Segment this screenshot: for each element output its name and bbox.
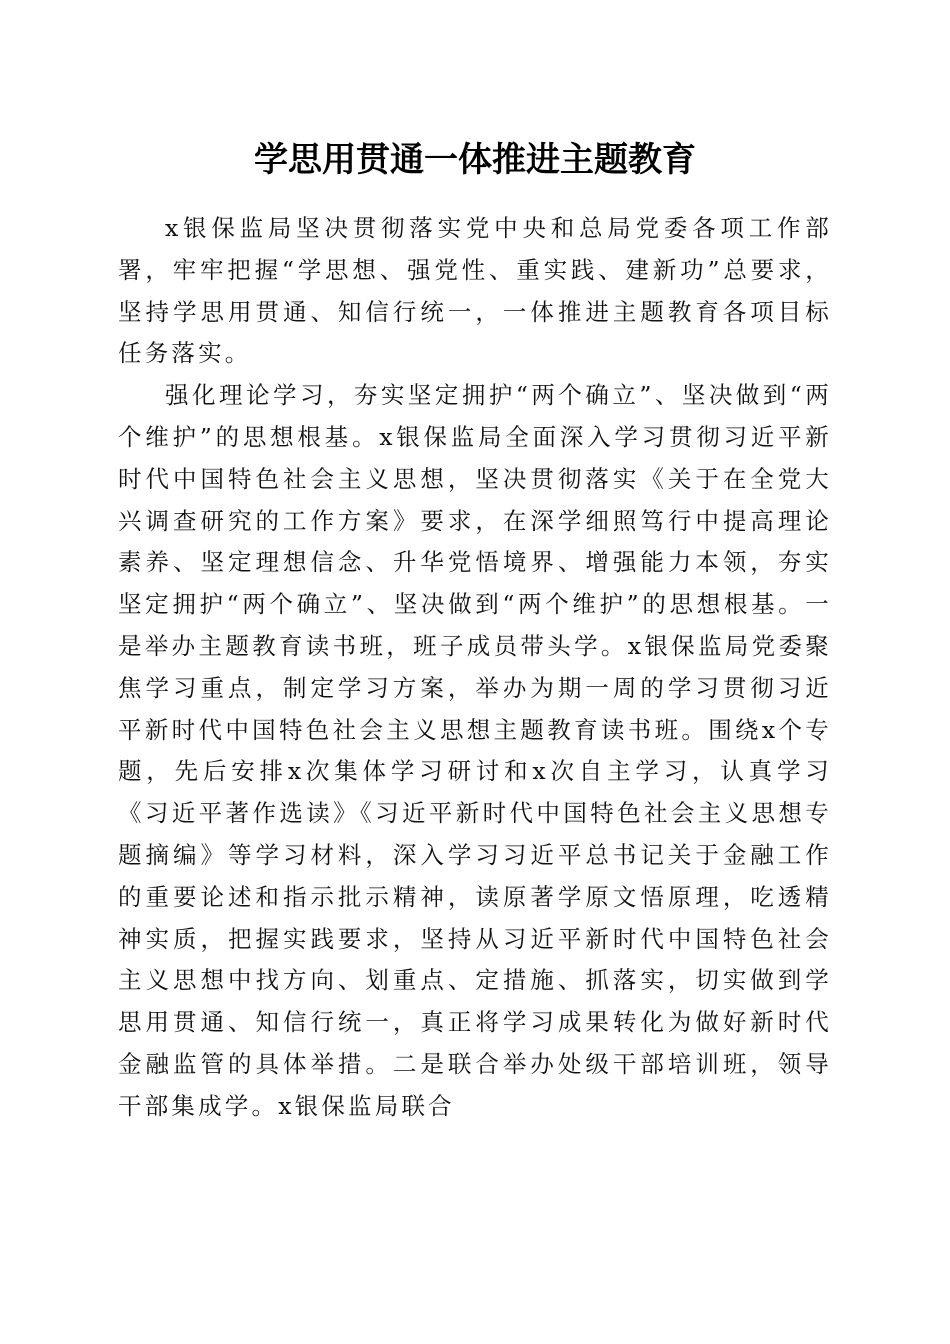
paragraph-theory-study: 强化理论学习，夯实坚定拥护“两个确立”、坚决做到“两个维护”的思想根基。x银保监局全面深入学习贯彻习近平新时代中国特色社会主义思想，坚决贯彻落实《关于在全党大兴调查研究的工作方案》要求，在深学细照笃行中提高理论素养、坚定理想信念、升华党悟境界、增强能力本领，夯实坚定拥护“两个确立”、坚决做到“两个维护”的思想根基。一是举办主题教育读书班，班子成员带头学。x银保监局党委聚焦学习重点，制定学习方案，举办为期一周的学习贯彻习近平新时代中国特色社会主义思想主题教育读书班。围绕x个专题，先后安排x次集体学习研讨和x次自主学习，认真学习《习近平著作选读》《习近平新时代中国特色社会主义思想专题摘编》等学习材料，深入学习习近平总书记关于金融工作的重要论述和指示批示精神，读原著学原文悟原理，吃透精神实质，把握实践要求，坚持从习近平新时代中国特色社会主义思想中找方向、划重点、定措施、抓落实，切实做到学思用贯通、知信行统一，真正将学习成果转化为做好新时代金融监管的具体举措。二是联合举办处级干部培训班，领导干部集成学。x银保监局联合: [118, 381, 832, 1120]
paragraph-intro: x银保监局坚决贯彻落实党中央和总局党委各项工作部署，牢牢把握“学思想、强党性、重实践、建新功”总要求，坚持学思用贯通、知信行统一，一体推进主题教育各项目标任务落实。: [118, 214, 832, 368]
document-title: 学思用贯通一体推进主题教育: [254, 140, 696, 180]
document-body: [118, 208, 832, 1128]
